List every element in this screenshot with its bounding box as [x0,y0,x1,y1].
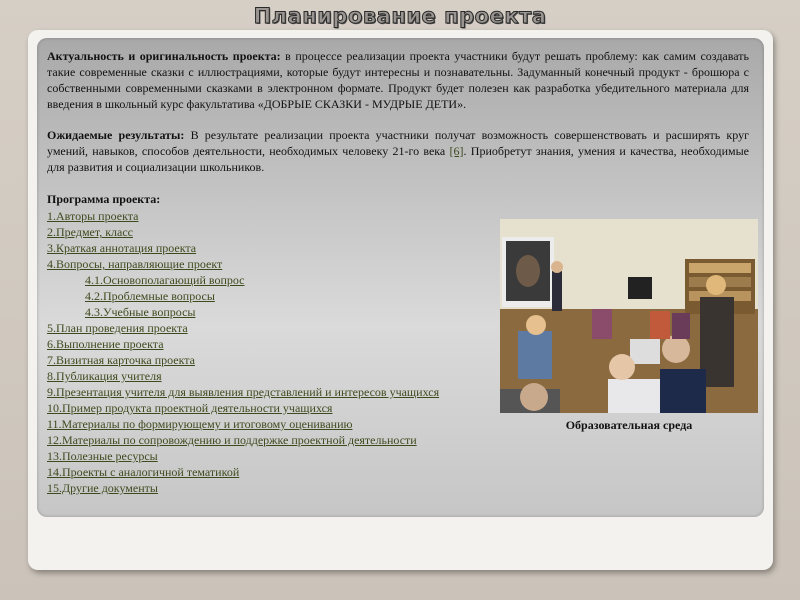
program-item [47,256,439,272]
results-paragraph [47,127,749,175]
program-item-link[interactable]: 13.Полезные ресурсы [47,449,158,463]
relevance-label: Актуальность и оригинальность проекта: [47,49,281,63]
program-item [47,448,439,464]
program-item-link[interactable]: 5.План проведения проекта [47,321,188,335]
program-item [47,416,439,432]
program-title: Программа проекта: [47,192,161,206]
program-item [47,320,439,336]
program-item [47,400,439,416]
program-item [47,304,439,320]
program-item-link[interactable]: 4.Вопросы, направляющие проект [47,257,223,271]
classroom-photo [500,219,758,413]
program-item [47,272,439,288]
program-list [47,208,439,496]
program-item-link[interactable]: 8.Публикация учителя [47,369,162,383]
program-item-link[interactable]: 4.1.Основополагающий вопрос [85,273,245,287]
program-item [47,208,439,224]
citation-link[interactable]: [6] [449,144,464,158]
program-item-link[interactable]: 9.Презентация учителя для выявления представлений и интересов учащихся [47,385,440,399]
program-item-link[interactable]: 11.Материалы по формирующему и итоговому оцениванию [47,417,353,431]
program-item [47,352,439,368]
page-title: Планирование проекта [253,4,547,28]
program-item [47,464,439,480]
program-item-link[interactable]: 7.Визитная карточка проекта [47,353,195,367]
program-item-link[interactable]: 4.3.Учебные вопросы [85,305,196,319]
photo-caption: Образовательная среда [565,418,693,432]
relevance-text: в процессе реализации проекта участники будут решать проблему: как самим создавать такие современные сказки с иллюстрациями, которые будут интересны и познавательны. Задуманный конечный продукт - брошюра с собственными современными сказками в электронном формате. Продукт будет полезен как разработка убедительного материала для введения в школьный курс факультатива «ДОБРЫЕ СКАЗКИ - МУДРЫЕ ДЕТИ». [47,49,749,111]
program-item-link[interactable]: 12.Материалы по сопровождению и поддержке проектной деятельности [47,433,417,447]
program-item [47,384,439,400]
results-text-after: . Приобретут знания, умения и качества, необходимые для развития и социализации школьников. [47,144,749,174]
program-item [47,224,439,240]
program-item [47,432,439,448]
program-item-link[interactable]: 14.Проекты с аналогичной тематикой [47,465,240,479]
program-item-link[interactable]: 6.Выполнение проекта [47,337,164,351]
program-item [47,240,439,256]
program-item-link[interactable]: 15.Другие документы [47,481,158,495]
program-item [47,288,439,304]
program-item-link[interactable]: 2.Предмет, класс [47,225,133,239]
program-item [47,336,439,352]
program-item-link[interactable]: 10.Пример продукта проектной деятельности учащихся [47,401,333,415]
classroom-photo-image [500,219,758,413]
program-item-link[interactable]: 1.Авторы проекта [47,209,139,223]
program-item [47,368,439,384]
relevance-paragraph [47,48,749,112]
program-item-link[interactable]: 4.2.Проблемные вопросы [85,289,215,303]
results-text-before: В результате реализации проекта участники получат возможность совершенствовать и расширять круг умений, навыков, способов деятельности, необходимых человеку 21-го века [47,128,749,158]
results-label: Ожидаемые результаты: [47,128,185,142]
program-item [47,480,439,496]
program-item-link[interactable]: 3.Краткая аннотация проекта [47,241,197,255]
